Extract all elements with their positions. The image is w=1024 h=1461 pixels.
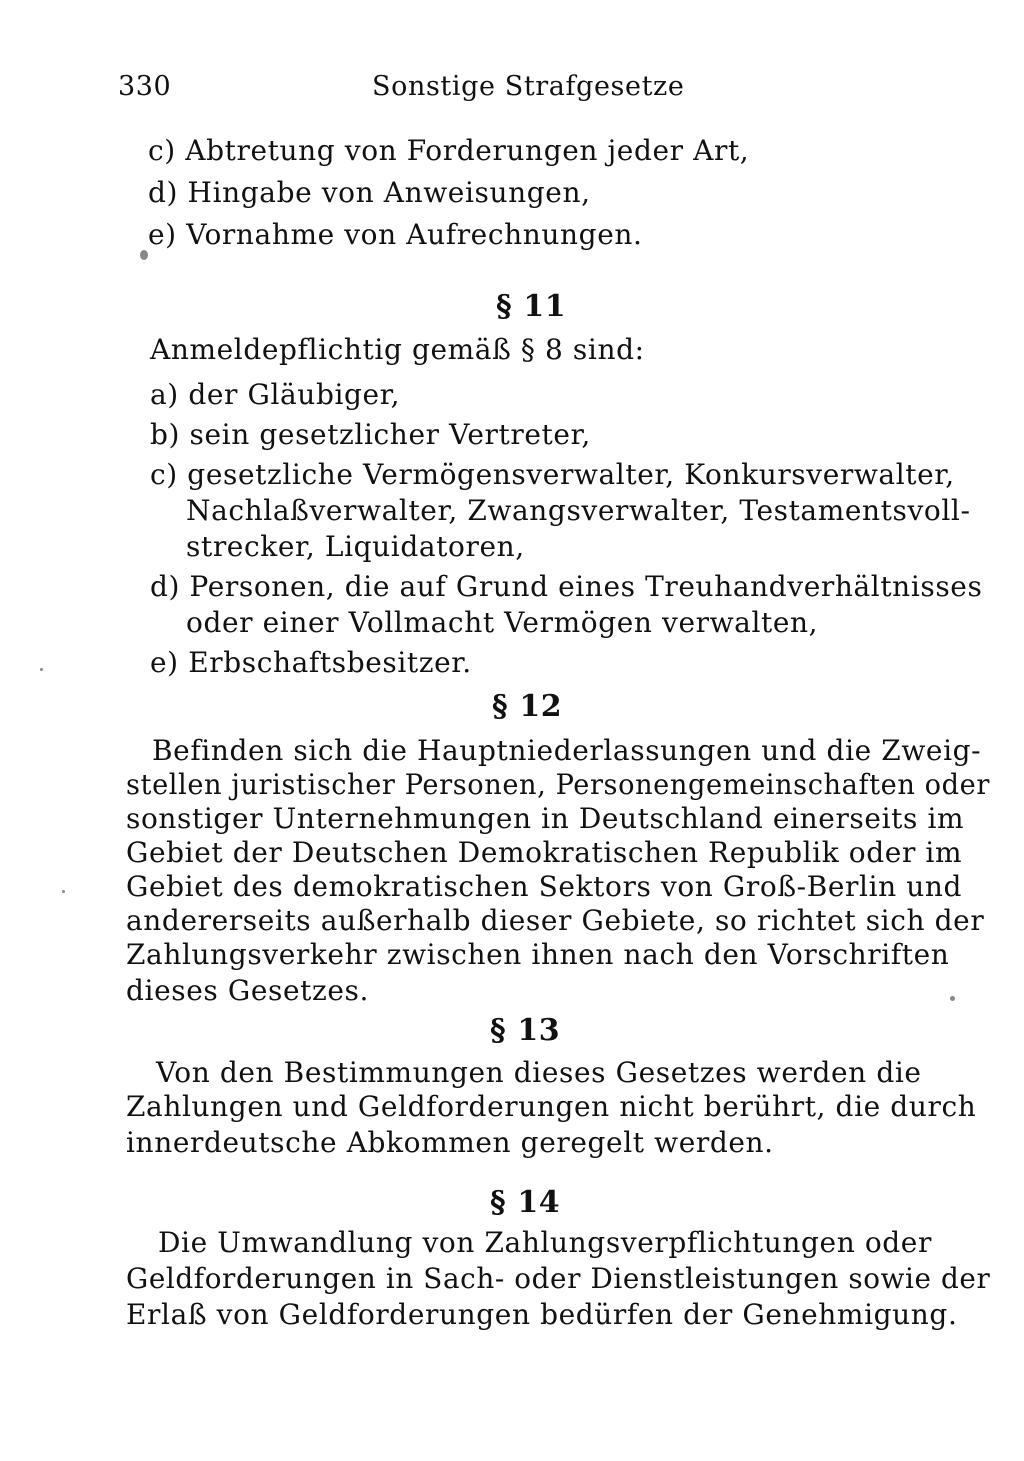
paragraph-line: andererseits außerhalb dieser Gebiete, so richtet sich der — [126, 904, 985, 937]
list-item: a) der Gläubiger, — [150, 378, 401, 411]
scan-speck — [140, 250, 148, 260]
list-item: e) Vornahme von Aufrechnungen. — [148, 218, 643, 251]
list-item-continuation: oder einer Vollmacht Vermögen verwalten, — [186, 606, 819, 639]
section-heading-14: § 14 — [490, 1185, 561, 1220]
paragraph-line: Erlaß von Geldforderungen bedürfen der Genehmigung. — [126, 1298, 958, 1331]
list-item: e) Erbschaftsbesitzer. — [150, 646, 472, 679]
list-item-text: c) gesetzliche Vermögensverwalter, Konkursverwalter, — [150, 458, 955, 491]
paragraph-line: Zahlungen und Geldforderungen nicht berührt, die durch — [126, 1090, 977, 1123]
section-heading-13: § 13 — [490, 1013, 561, 1048]
paragraph-line: Gebiet des demokratischen Sektors von Groß-Berlin und — [126, 870, 963, 903]
paragraph-line: Zahlungsverkehr zwischen ihnen nach den Vorschriften — [126, 938, 950, 971]
paragraph-line: Geldforderungen in Sach- oder Dienstleistungen sowie der — [126, 1262, 991, 1295]
section-11-intro: Anmeldepflichtig gemäß § 8 sind: — [150, 333, 645, 366]
list-item-continuation: Nachlaßverwalter, Zwangsverwalter, Testamentsvoll- — [186, 494, 971, 527]
page-number: 330 — [118, 71, 172, 102]
paragraph-line: Von den Bestimmungen dieses Gesetzes werden die — [156, 1056, 922, 1089]
list-item-continuation: strecker, Liquidatoren, — [186, 530, 525, 563]
paragraph-line: stellen juristischer Personen, Personengemeinschaften oder — [126, 768, 990, 801]
paragraph-line: sonstiger Unternehmungen in Deutschland einerseits im — [126, 802, 965, 835]
list-item: b) sein gesetzlicher Vertreter, — [150, 418, 591, 451]
list-item: d) Personen, die auf Grund eines Treuhandverhältnisses — [150, 570, 983, 603]
list-item — [150, 458, 955, 492]
scan-speck — [40, 668, 43, 671]
list-item: d) Hingabe von Anweisungen, — [148, 176, 591, 209]
section-heading-12: § 12 — [492, 689, 563, 724]
section-heading-11: § 11 — [496, 289, 567, 324]
list-item: c) Abtretung von Forderungen jeder Art, — [148, 134, 750, 167]
paragraph-line: Die Umwandlung von Zahlungsverpflichtungen oder — [158, 1226, 932, 1259]
scan-speck — [62, 890, 65, 893]
scan-speck — [950, 996, 955, 1001]
paragraph-line: Gebiet der Deutschen Demokratischen Republik oder im — [126, 836, 963, 869]
paragraph-line: Befinden sich die Hauptniederlassungen und die Zweig- — [152, 734, 982, 767]
paragraph-line: dieses Gesetzes. — [126, 974, 369, 1007]
running-title: Sonstige Strafgesetze — [372, 71, 685, 102]
paragraph-line: innerdeutsche Abkommen geregelt werden. — [126, 1126, 774, 1159]
